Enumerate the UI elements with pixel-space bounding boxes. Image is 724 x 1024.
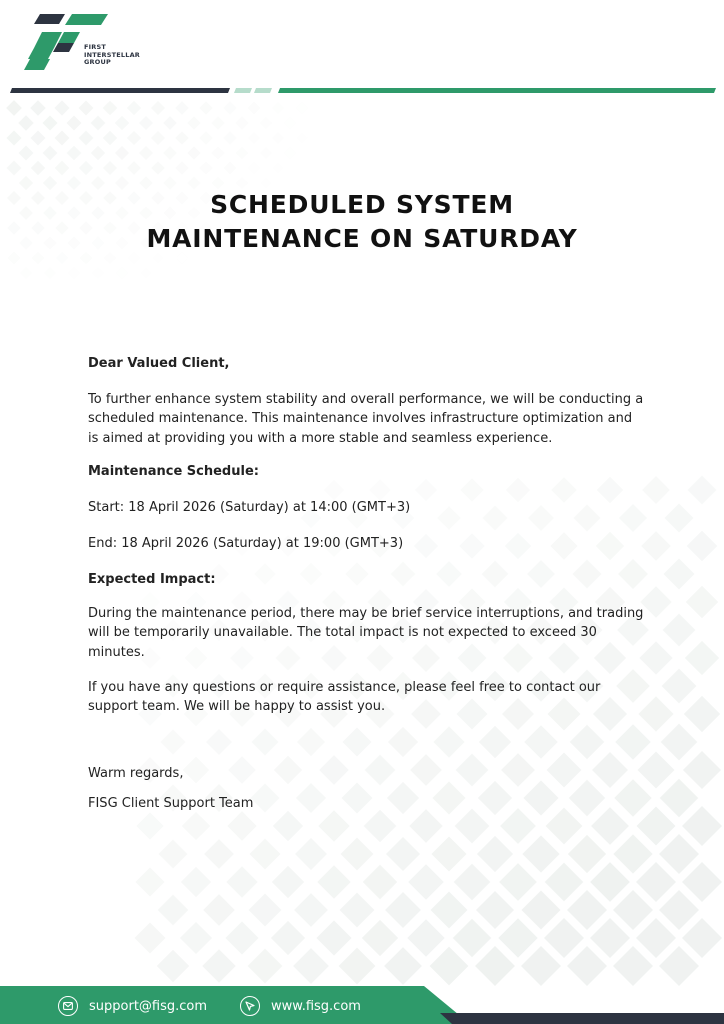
pattern-diamond [384,947,422,985]
pattern-diamond [226,866,257,897]
pattern-diamond [211,116,224,129]
questions-paragraph: If you have any questions or require assistance, please feel free to contact our support team. We will be happy to assist you. [88,680,601,715]
schedule-heading: Maintenance Schedule: [88,464,259,479]
company-name-line-1: FIRST [84,43,106,51]
pattern-diamond [248,102,261,115]
pattern-diamond [521,946,561,986]
pattern-diamond [341,838,374,871]
pattern-diamond [363,865,397,899]
pattern-diamond [260,117,273,130]
company-name-line-3: GROUP [84,58,111,67]
pattern-diamond [157,950,190,983]
pattern-diamond [139,146,153,160]
pattern-diamond [199,161,212,174]
pattern-diamond [206,729,232,755]
pattern-diamond [527,560,555,588]
pattern-diamond [42,115,57,130]
pattern-diamond [573,560,602,589]
signature: FISG Client Support Team [88,796,254,811]
title-line-2: MAINTENANCE ON SATURDAY [146,224,578,253]
pattern-diamond [6,130,21,145]
pattern-diamond [637,807,676,846]
pattern-diamond [453,919,491,957]
pattern-diamond [431,836,466,871]
pattern-diamond [175,161,188,174]
pattern-diamond [163,146,177,160]
pattern-diamond [135,867,164,896]
pattern-diamond [284,147,296,159]
pattern-diamond [567,946,607,986]
pattern-diamond [284,117,296,129]
pattern-diamond [19,146,34,161]
pattern-diamond [498,918,538,958]
pattern-diamond [183,757,209,783]
pattern-diamond [115,116,129,130]
pattern-diamond [682,918,722,958]
pattern-diamond [341,782,372,813]
pattern-diamond [223,101,236,114]
pattern-diamond [103,161,117,175]
pattern-diamond [663,614,696,647]
pattern-diamond [203,894,235,926]
pattern-diamond [590,862,630,902]
pattern-diamond [6,100,22,116]
pattern-diamond [272,162,284,174]
pattern-diamond [151,101,165,115]
pattern-diamond [228,756,256,784]
pattern-diamond [18,115,33,130]
pattern-diamond [274,756,303,785]
pattern-diamond [127,131,141,145]
pattern-diamond [567,890,607,930]
pattern-diamond [662,669,697,704]
pattern-diamond [187,146,200,159]
pattern-diamond [159,840,188,869]
pattern-diamond [636,918,676,958]
pattern-diamond [391,562,416,587]
pattern-diamond [296,102,308,114]
pattern-diamond [223,131,236,144]
pattern-diamond [659,834,699,874]
pattern-diamond [482,561,509,588]
pattern-diamond [476,891,514,929]
pattern-diamond [436,561,462,587]
pattern-diamond [385,892,421,928]
pattern-diamond [272,132,284,144]
pattern-diamond [478,781,512,815]
pattern-diamond [522,835,559,872]
company-name-line-2: INTERSTELLAR [84,50,141,59]
pattern-diamond [596,532,624,560]
pattern-diamond [546,808,583,845]
pattern-diamond [251,728,278,755]
pattern-diamond [637,751,674,788]
pattern-diamond [296,783,326,813]
closing: Warm regards, [88,766,184,781]
impact-paragraph: During the maintenance period, there may be brief service interruptions, and trading will be temporarily unavailable. The total impact is not expected to exceed 30 minutes. [88,606,644,660]
pattern-diamond [260,147,273,160]
pattern-diamond [31,161,46,176]
pattern-diamond [103,131,117,145]
pattern-diamond [569,780,605,816]
pattern-diamond [659,946,699,986]
pattern-diamond [687,531,718,562]
pattern-diamond [459,533,484,558]
pattern-diamond [272,102,285,115]
pattern-diamond [454,864,491,901]
pattern-diamond [613,834,652,873]
pattern-diamond [550,532,577,559]
pattern-diamond [642,476,670,504]
pattern-diamond [528,505,554,531]
pattern-diamond [505,533,531,559]
pattern-diamond [79,161,93,175]
footer-email-text[interactable]: support@fisg.com [89,998,208,1014]
pattern-diamond [30,130,45,145]
pattern-diamond [387,782,419,814]
pattern-diamond [180,922,212,954]
footer-email[interactable] [58,994,207,1018]
pattern-diamond [236,117,249,130]
pattern-diamond [613,890,653,930]
pattern-diamond [365,755,396,786]
intro-paragraph: To further enhance system stability and overall performance, we will be conducting a scheduled maintenance. This maintenance involves infrastructure optimization and is aimed at providing you with a more stable and seamless experience. [88,392,644,446]
pattern-diamond [591,807,629,845]
pattern-diamond [340,893,375,928]
pattern-diamond [227,811,256,840]
pattern-diamond [574,505,601,532]
pattern-diamond [521,890,560,929]
pattern-diamond [140,267,152,279]
pattern-diamond [479,726,511,758]
pattern-diamond [523,780,558,815]
pattern-diamond [483,506,508,531]
pattern-diamond [545,863,584,902]
footer-website[interactable] [240,994,361,1018]
pattern-diamond [475,946,515,986]
pattern-diamond [127,101,141,115]
pattern-diamond [103,101,118,116]
pattern-diamond [161,730,186,755]
pattern-diamond [500,808,536,844]
pattern-diamond [294,893,328,927]
pattern-diamond [30,100,45,115]
pattern-diamond [430,947,469,986]
pattern-diamond [271,921,305,955]
pattern-diamond [686,586,718,618]
title-line-1: SCHEDULED SYSTEM [210,190,514,219]
pattern-diamond [163,116,177,130]
pattern-diamond [139,116,153,130]
schedule-start: Start: 18 April 2026 (Saturday) at 14:00 (GMT+3) [88,500,411,515]
impact-heading: Expected Impact: [88,572,216,587]
pattern-diamond [248,949,283,984]
pattern-diamond [345,562,369,586]
pattern-diamond [54,100,69,115]
pattern-diamond [187,116,201,130]
pattern-diamond [660,779,699,818]
pattern-diamond [272,866,304,898]
pattern-diamond [7,161,22,176]
pattern-diamond [386,837,420,871]
header-separator-bar [0,86,724,96]
pattern-diamond [618,559,648,589]
pattern-diamond [319,755,349,785]
pattern-diamond [683,751,721,789]
pattern-diamond [134,922,165,953]
pattern-diamond [414,534,438,558]
pattern-diamond [55,131,70,146]
pattern-diamond [204,839,234,869]
pattern-diamond [151,161,165,175]
pattern-diamond [664,559,695,590]
pattern-diamond [67,116,82,131]
pattern-diamond [316,920,351,955]
pattern-diamond [115,146,129,160]
pattern-diamond [20,267,33,280]
pattern-diamond [636,862,676,902]
pattern-diamond [91,116,106,131]
pattern-diamond [613,946,653,986]
pattern-diamond [68,267,80,279]
pattern-diamond [175,101,189,115]
page-title [0,188,724,256]
pattern-diamond [225,921,258,954]
pattern-diamond [408,864,444,900]
pattern-diamond [318,810,350,842]
pattern-diamond [67,146,82,161]
pattern-diamond [116,267,128,279]
pattern-diamond [362,920,398,956]
pattern-diamond [544,918,584,958]
pattern-diamond [249,894,282,927]
pattern-diamond [127,161,141,175]
pattern-diamond [364,810,397,843]
pattern-diamond [151,131,165,145]
pattern-diamond [407,919,444,956]
schedule-end: End: 18 April 2026 (Saturday) at 19:00 (GMT+3) [88,536,404,551]
pattern-diamond [661,724,698,761]
pattern-diamond [431,892,468,929]
pattern-diamond [524,725,557,758]
pattern-diamond [641,531,671,561]
pattern-diamond [664,503,693,532]
pattern-diamond [251,784,280,813]
pattern-diamond [682,806,722,846]
footer-website-text[interactable]: www.fisg.com [271,998,361,1014]
pattern-diamond [273,811,303,841]
pattern-diamond [551,477,577,503]
pattern-diamond [592,752,628,788]
pattern-diamond [55,161,69,175]
pattern-diamond [415,479,437,501]
pattern-diamond [250,839,281,870]
pattern-diamond [43,146,58,161]
pattern-diamond [570,725,605,760]
pattern-diamond [236,147,249,160]
pattern-diamond [619,504,647,532]
pattern-diamond [248,162,261,175]
pattern-diamond [590,918,630,958]
pattern-diamond [136,812,163,839]
company-name [84,44,140,67]
pattern-diamond [506,478,530,502]
mail-icon [58,996,78,1016]
pattern-diamond [92,267,104,279]
pattern-diamond [659,890,699,930]
pattern-diamond [182,812,210,840]
pattern-diamond [79,131,94,146]
pattern-diamond [248,132,261,145]
pattern-diamond [308,117,320,129]
pattern-diamond [640,586,671,617]
pattern-diamond [297,728,325,756]
pattern-diamond [317,865,350,898]
pattern-diamond [339,948,376,985]
pattern-diamond [547,753,582,788]
pattern-diamond [597,477,624,504]
pattern-diamond [456,754,489,787]
pattern-diamond [639,641,672,674]
pattern-diamond [254,563,275,584]
pattern-diamond [409,809,443,843]
cursor-icon [240,996,260,1016]
pattern-diamond [295,838,327,870]
greeting: Dear Valued Client, [88,356,230,371]
pattern-diamond [410,754,442,786]
pattern-diamond [199,131,212,144]
pattern-diamond [433,726,464,757]
pattern-diamond [79,101,94,116]
pattern-diamond [501,753,535,787]
pattern-diamond [342,727,371,756]
pattern-diamond [432,781,465,814]
pattern-diamond [202,949,236,983]
pattern-diamond [688,476,717,505]
pattern-diamond [181,867,211,897]
pattern-diamond [477,836,513,872]
pattern-diamond [224,162,237,175]
pattern-diamond [615,724,651,760]
pattern-diamond [460,478,483,501]
pattern-diamond [684,696,720,732]
pattern-diamond [455,809,490,844]
pattern-diamond [91,146,105,160]
pattern-diamond [211,146,224,159]
pattern-diamond [296,132,308,144]
pattern-diamond [300,563,323,586]
pattern-diamond [499,863,537,901]
pattern-diamond [175,131,189,145]
pattern-diamond [682,862,722,902]
pattern-diamond [437,506,461,530]
pattern-diamond [614,779,651,816]
pattern-diamond [293,948,329,984]
pattern-diamond [158,895,189,926]
pattern-diamond [44,267,56,279]
pattern-diamond [199,101,212,114]
pattern-diamond [388,727,418,757]
pattern-diamond [685,641,719,675]
pattern-diamond [568,835,606,873]
